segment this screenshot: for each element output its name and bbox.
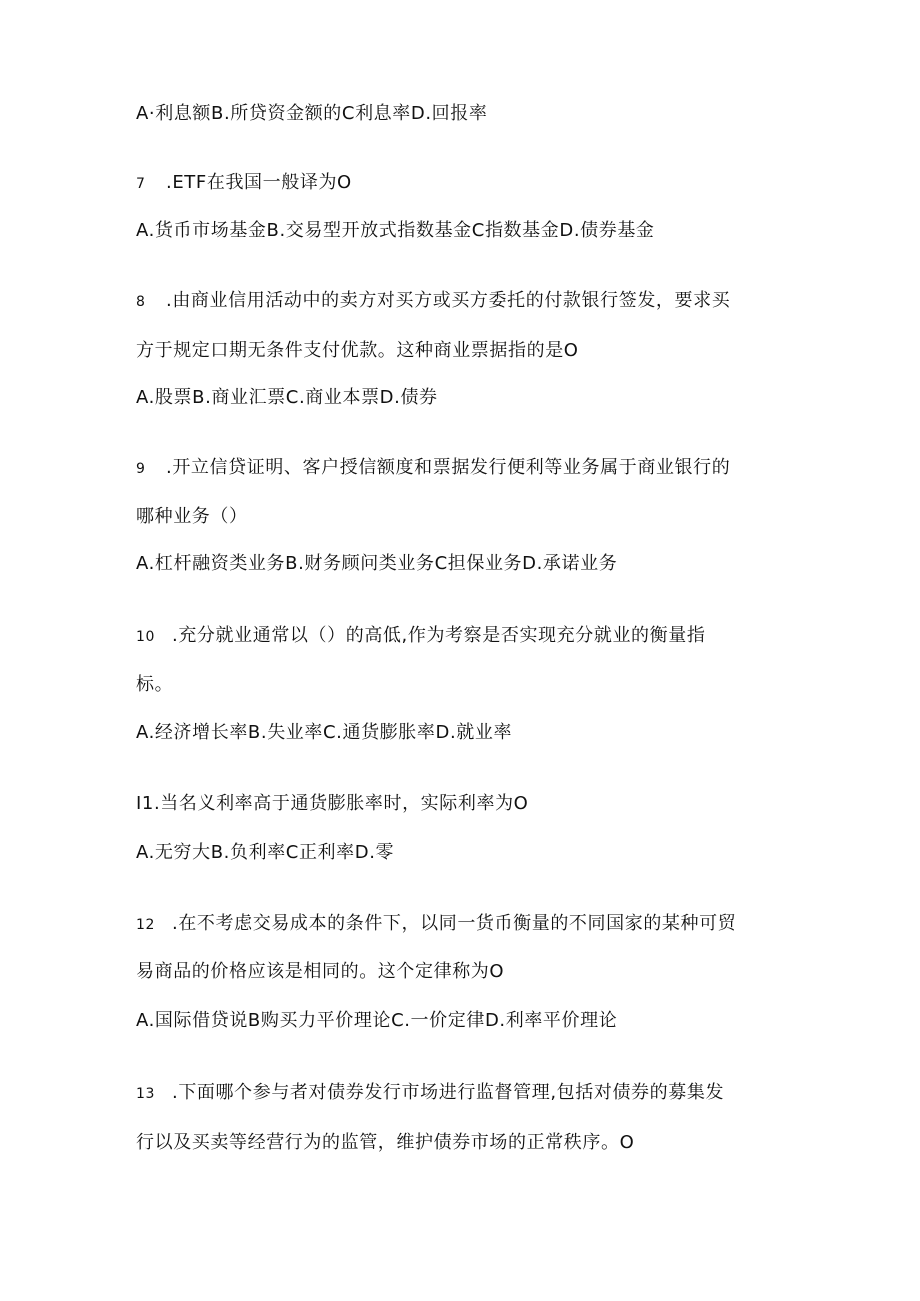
question-12-stem-line-2 [136, 960, 786, 984]
question-text: 行以及买卖等经营行为的监管，维护债券市场的正常秩序。O [136, 1132, 635, 1153]
question-number: 12 [136, 917, 156, 933]
question-text: .下面哪个参与者对债券发行市场进行监督管理,包括对债券的募集发 [172, 1082, 725, 1103]
question-12-stem-line-1 [136, 912, 786, 937]
question-text: 标。 [136, 674, 174, 695]
question-11-stem [136, 792, 786, 816]
question-11-options [136, 841, 786, 865]
question-10-options [136, 721, 786, 745]
question-9-options [136, 552, 786, 576]
question-7-options [136, 219, 786, 243]
question-13-stem-line-1 [136, 1081, 786, 1106]
question-text: I1.当名义利率高于通货膨胀率时，实际利率为O [136, 793, 529, 814]
options-text: A·利息额B.所贷资金额的C利息率D.回报率 [136, 103, 488, 124]
question-text: .由商业信用活动中的卖方对买方或买方委托的付款银行签发，要求买 [166, 290, 731, 311]
question-10-stem-line-1 [136, 624, 786, 649]
question-9-stem-line-2 [136, 505, 786, 529]
question-number: 10 [136, 629, 156, 645]
question-number: 8 [136, 294, 146, 310]
question-8-stem-line-2 [136, 339, 786, 363]
question-12-options [136, 1009, 786, 1033]
question-text: .ETF在我国一般译为O [166, 172, 352, 193]
question-6-options [136, 102, 786, 126]
question-number: 9 [136, 461, 146, 477]
question-text: .开立信贷证明、客户授信额度和票据发行便利等业务属于商业银行的 [166, 457, 731, 478]
options-text: A.无穷大B.负利率C正利率D.零 [136, 842, 395, 863]
options-text: A.国际借贷说B购买力平价理论C.一价定律D.利率平价理论 [136, 1010, 618, 1031]
question-8-stem-line-1 [136, 289, 786, 314]
question-number: 7 [136, 176, 146, 192]
question-text: 哪种业务（） [136, 506, 248, 527]
question-7-stem [136, 171, 786, 196]
question-text: .充分就业通常以（）的高低,作为考察是否实现充分就业的衡量指 [172, 625, 706, 646]
question-9-stem-line-1 [136, 456, 786, 481]
question-8-options [136, 386, 786, 410]
options-text: A.货币市场基金B.交易型开放式指数基金C指数基金D.债券基金 [136, 220, 655, 241]
question-text: 易商品的价格应该是相同的。这个定律称为O [136, 961, 505, 982]
question-number: 13 [136, 1086, 156, 1102]
question-text: 方于规定口期无条件支付优款。这种商业票据指的是O [136, 340, 579, 361]
question-13-stem-line-2 [136, 1131, 786, 1155]
question-10-stem-line-2 [136, 673, 786, 697]
options-text: A.杠杆融资类业务B.财务顾问类业务C担保业务D.承诺业务 [136, 553, 618, 574]
options-text: A.股票B.商业汇票C.商业本票D.债券 [136, 387, 438, 408]
question-text: .在不考虑交易成本的条件下，以同一货币衡量的不同国家的某种可贸 [172, 913, 737, 934]
options-text: A.经济增长率B.失业率C.通货膨胀率D.就业率 [136, 722, 513, 743]
